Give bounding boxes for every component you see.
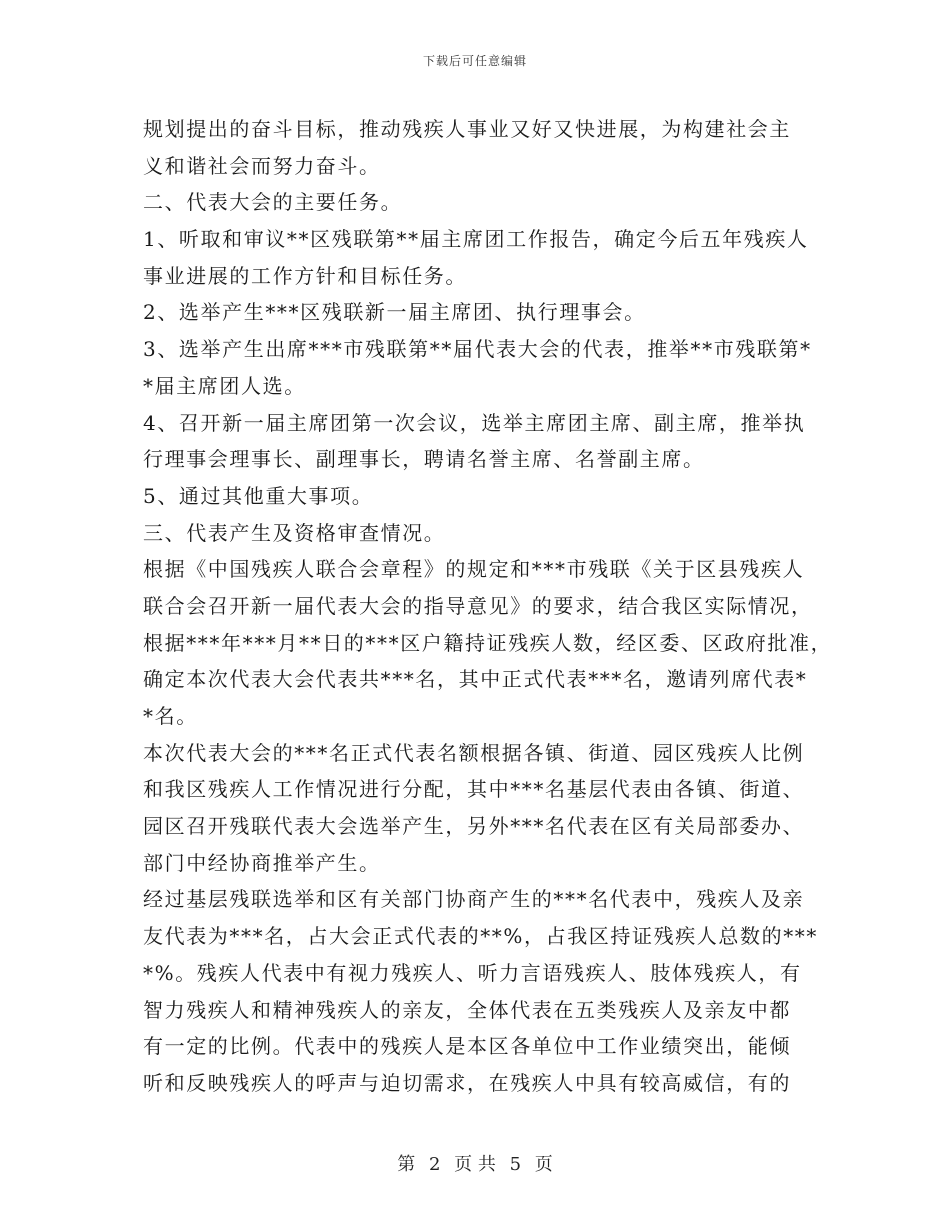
text-line: 和我区残疾人工作情况进行分配，其中***名基层代表由各镇、街道、 — [143, 777, 805, 802]
text-line: 联合会召开新一届代表大会的指导意见》的要求，结合我区实际情况， — [143, 593, 813, 618]
text-line: 确定本次代表大会代表共***名，其中正式代表***名，邀请列席代表* — [143, 667, 808, 692]
page-number-suffix: 页 — [534, 1154, 553, 1175]
text-line: 3、选举产生出席***市残联第**届代表大会的代表，推举**市残联第* — [143, 337, 812, 362]
text-line: 听和反映残疾人的呼声与迫切需求，在残疾人中具有较高威信，有的 — [143, 1070, 791, 1095]
text-line: *%。残疾人代表中有视力残疾人、听力言语残疾人、肢体残疾人，有 — [143, 960, 802, 985]
text-line: 友代表为***名，占大会正式代表的**%，占我区持证残疾人总数的*** — [143, 924, 819, 949]
text-line: 5、通过其他重大事项。 — [143, 483, 374, 508]
current-page-number: 2 — [428, 1154, 441, 1175]
text-line: 行理事会理事长、副理事长，聘请名誉主席、名誉副主席。 — [143, 447, 705, 472]
text-line: 2、选举产生***区残联新一届主席团、执行理事会。 — [143, 300, 646, 325]
section-heading: 二、代表大会的主要任务。 — [143, 190, 403, 215]
text-line: 本次代表大会的***名正式代表名额根据各镇、街道、园区残疾人比例 — [143, 740, 805, 765]
text-line: 智力残疾人和精神残疾人的亲友，全体代表在五类残疾人及亲友中都 — [143, 997, 791, 1022]
text-line: *名。 — [143, 704, 198, 728]
text-line: 根据***年***月**日的***区户籍持证残疾人数，经区委、区政府批准， — [143, 630, 833, 655]
text-line: *届主席团人选。 — [143, 373, 306, 398]
text-line: 有一定的比例。代表中的残疾人是本区各单位中工作业绩突出，能倾 — [143, 1034, 791, 1059]
text-line: 1、听取和审议**区残联第**届主席团工作报告，确定今后五年残疾人 — [143, 227, 809, 252]
total-page-count: 5 — [509, 1154, 522, 1175]
text-line: 4、召开新一届主席团第一次会议，选举主席团主席、副主席，推举执 — [143, 410, 806, 435]
page-header: 下载后可任意编辑 — [422, 54, 527, 68]
text-line: 事业进展的工作方针和目标任务。 — [143, 263, 467, 288]
page-number-middle: 页 共 — [454, 1154, 496, 1175]
page-footer — [0, 1150, 950, 1176]
document-body — [143, 111, 833, 1102]
text-line: 部门中经协商推举产生。 — [143, 850, 381, 875]
text-line: 经过基层残联选举和区有关部门协商产生的***名代表中，残疾人及亲 — [143, 887, 805, 912]
page-number-prefix: 第 — [397, 1154, 416, 1175]
text-line: 园区召开残联代表大会选举产生，另外***名代表在区有关局部委办、 — [143, 814, 805, 839]
section-heading: 三、代表产生及资格审查情况。 — [143, 520, 446, 545]
text-line: 义和谐社会而努力奋斗。 — [143, 153, 381, 178]
text-line: 规划提出的奋斗目标，推动残疾人事业又好又快进展，为构建社会主 — [143, 117, 791, 141]
text-line: 根据《中国残疾人联合会章程》的规定和***市残联《关于区县残疾人 — [143, 557, 805, 582]
